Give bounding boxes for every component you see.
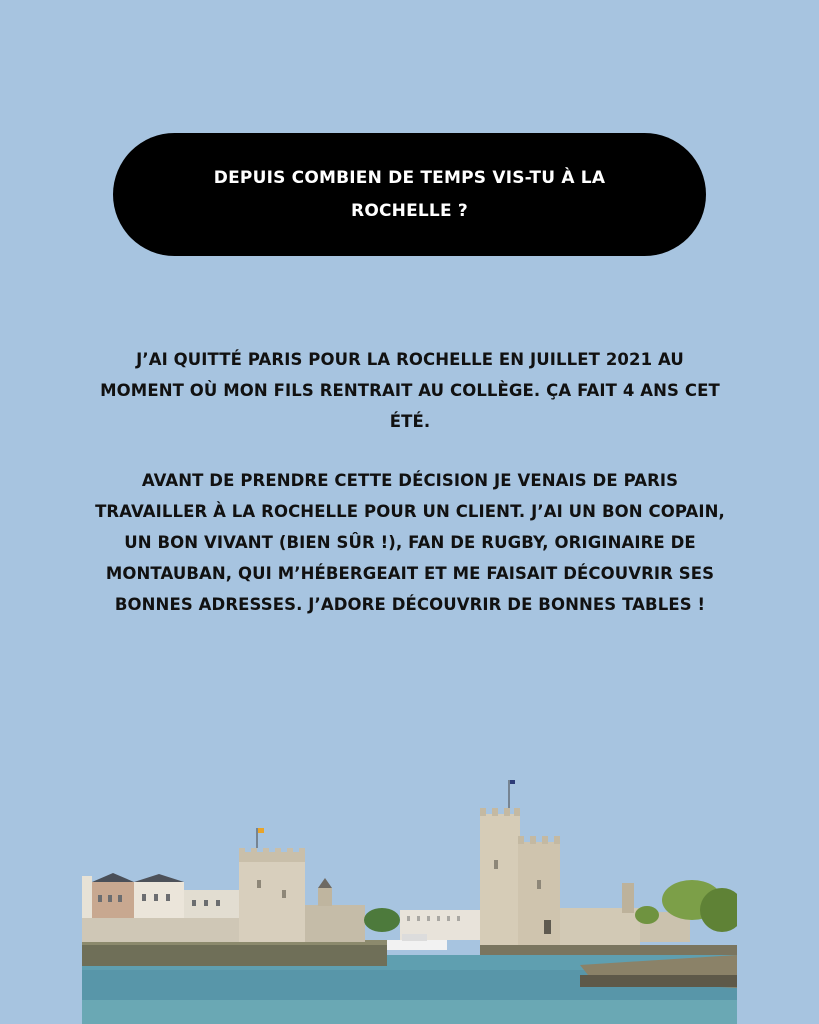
question-text: DEPUIS COMBIEN DE TEMPS VIS-TU À LA ROCHELLE ?: [213, 167, 606, 221]
answer-paragraph-1: J’AI QUITTÉ PARIS POUR LA ROCHELLE EN JUILLET 2021 AU MOMENT OÙ MON FILS RENTRAIT AU COLLÈGE. ÇA FAIT 4 ANS CET ÉTÉ.: [100, 350, 720, 431]
answer-paragraph-2: AVANT DE PRENDRE CETTE DÉCISION JE VENAIS DE PARIS TRAVAILLER À LA ROCHELLE POUR UN CLIENT. J’AI UN BON COPAIN, UN BON VIVANT (BIEN SÛR !), FAN DE RUGBY, ORIGINAIRE DE MONTAUBAN, QUI M’HÉBERGEAIT ET ME FAISAIT DÉCOUVRIR SES BONNES ADRESSES. J’ADORE DÉCOUVRIR DE BONNES TABLES !: [95, 471, 725, 614]
la-rochelle-harbour-photo: [82, 770, 737, 1024]
question-pill: [113, 133, 706, 256]
